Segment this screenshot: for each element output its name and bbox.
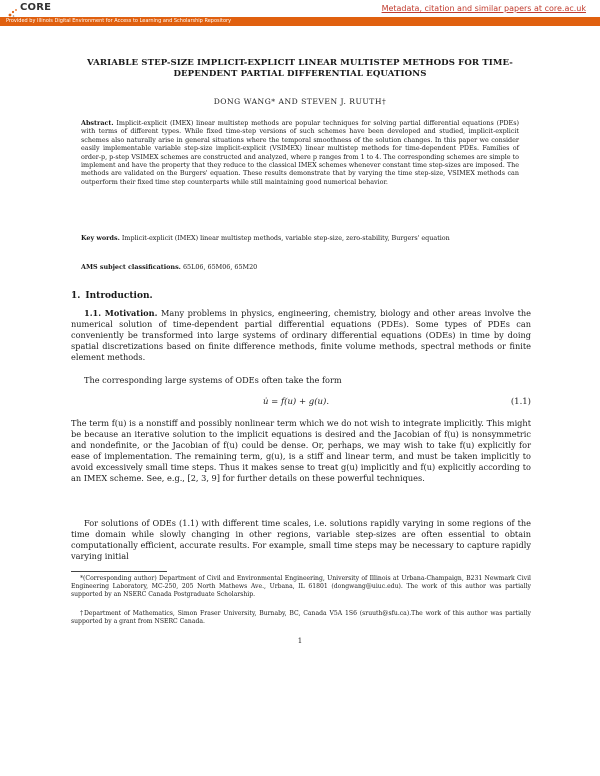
ams-label: AMS subject classifications. (81, 263, 181, 271)
paragraph-text: Many problems in physics, engineering, chemistry, biology and other areas involve the numerical solution of time-dependent partial differential equations (PDEs). Some types of PDEs can conveniently be transformed into large systems of ordinary differential equations (ODEs) in time by doing spatial discretizations based on finite difference methods, finite volume methods, spectral methods or finite element methods. (71, 308, 531, 362)
provided-by-banner (0, 17, 600, 26)
abstract-text: Implicit-explicit (IMEX) linear multistep methods are popular techniques for solving partial differential equations (PDEs) with terms of different types. While fixed time-step versions of such schemes have been developed and studied, implicit-explicit schemes also naturally arise in general situations where the temporal smoothness of the solution changes. In this paper we consider easily implementable variable step-size implicit-explicit (VSIMEX) linear multistep methods for time-dependent PDEs. Families of order-p, p-step VSIMEX schemes are constructed and analyzed, where p ranges from 1 to 4. The corresponding schemes are simple to implement and have the property that they reduce to the classical IMEX schemes whenever constant time step-sizes are imposed. The methods are validated on the Burgers' equation. These results demonstrate that by varying the time step-size, VSIMEX methods can outperform their fixed time step counterparts while still maintaining good numerical behavior. (81, 119, 519, 186)
footnote-corresponding-author: *(Corresponding author) Department of Civil and Environmental Engineering, University of Illinois at Urbana-Champaign, B231 Newmark Civil Engineering Laboratory, MC-250, 205 North Mathews Ave., Urbana, IL 61801 (dongwang@uiuc.edu). The work of this author was partially supported by an NSERC Canada Postgraduate Scholarship. (71, 575, 531, 599)
paper-title: VARIABLE STEP-SIZE IMPLICIT-EXPLICIT LINEAR MULTISTEP METHODS FOR TIME-DEPENDENT PARTIAL DIFFERENTIAL EQUATIONS (87, 58, 513, 79)
keywords-text: Implicit-explicit (IMEX) linear multistep methods, variable step-size, zero-stability, Burgers' equation (121, 234, 450, 242)
paragraph-time-scales: For solutions of ODEs (1.1) with different time scales, i.e. solutions rapidly varying in some regions of the time domain while slowly changing in other regions, variable step-sizes are often essential to obtain computationally efficient, accurate results. For example, small time steps may be necessary to capture rapidly varying initial (71, 518, 531, 561)
section-heading (71, 291, 153, 301)
provided-by-text[interactable]: Provided by Illinois Digital Environment for Access to Learning and Scholarship Repository (6, 18, 232, 24)
core-logo-text: CORE (20, 2, 52, 13)
paragraph-ode-form: The corresponding large systems of ODEs often take the form (84, 375, 342, 385)
keywords (81, 234, 519, 242)
footnote-divider (71, 571, 167, 572)
paragraph-motivation (71, 308, 531, 363)
equation-body: u̇ = f(u) + g(u). (263, 397, 330, 407)
section-number: 1. (71, 291, 81, 301)
footnote-second-author: †Department of Mathematics, Simon Fraser University, Burnaby, BC, Canada V5A 1S6 (sruuth@sfu.ca).The work of this author was partially supported by a grant from NSERC Canada. (71, 610, 531, 626)
metadata-link[interactable]: Metadata, citation and similar papers at core.ac.uk (381, 4, 586, 13)
keywords-label: Key words. (81, 234, 120, 242)
paper-authors: DONG WANG* AND STEVEN J. RUUTH† (213, 97, 387, 106)
paragraph-terms: The term f(u) is a nonstiff and possibly nonlinear term which we do not wish to integrate implicitly. This might be because an iterative solution to the implicit equations is desired and the Jacobian of f(u) is nonsymmetric and nondefinite, or the Jacobian of f(u) could be dense. Or, perhaps, we may wish to take f(u) explicitly for ease of implementation. The remaining term, g(u), is a stiff and linear term, and must be taken implicitly to avoid excessively small time steps. Thus it makes sense to treat g(u) implicitly and f(u) explicitly according to an IMEX scheme. See, e.g., [2, 3, 9] for further details on these powerful techniques. (71, 418, 531, 483)
section-title: Introduction. (85, 291, 153, 301)
subsection-label: 1.1. Motivation. (84, 308, 158, 318)
ams-classifications (81, 263, 519, 271)
page-number: 1 (297, 637, 303, 645)
equation-number: (1.1) (510, 397, 531, 407)
core-logo[interactable] (8, 2, 51, 13)
core-header (0, 0, 600, 17)
ams-text: 65L06, 65M06, 65M20 (182, 263, 258, 271)
abstract-label: Abstract. (81, 119, 114, 127)
core-logo-icon (8, 3, 18, 13)
abstract (81, 119, 519, 186)
